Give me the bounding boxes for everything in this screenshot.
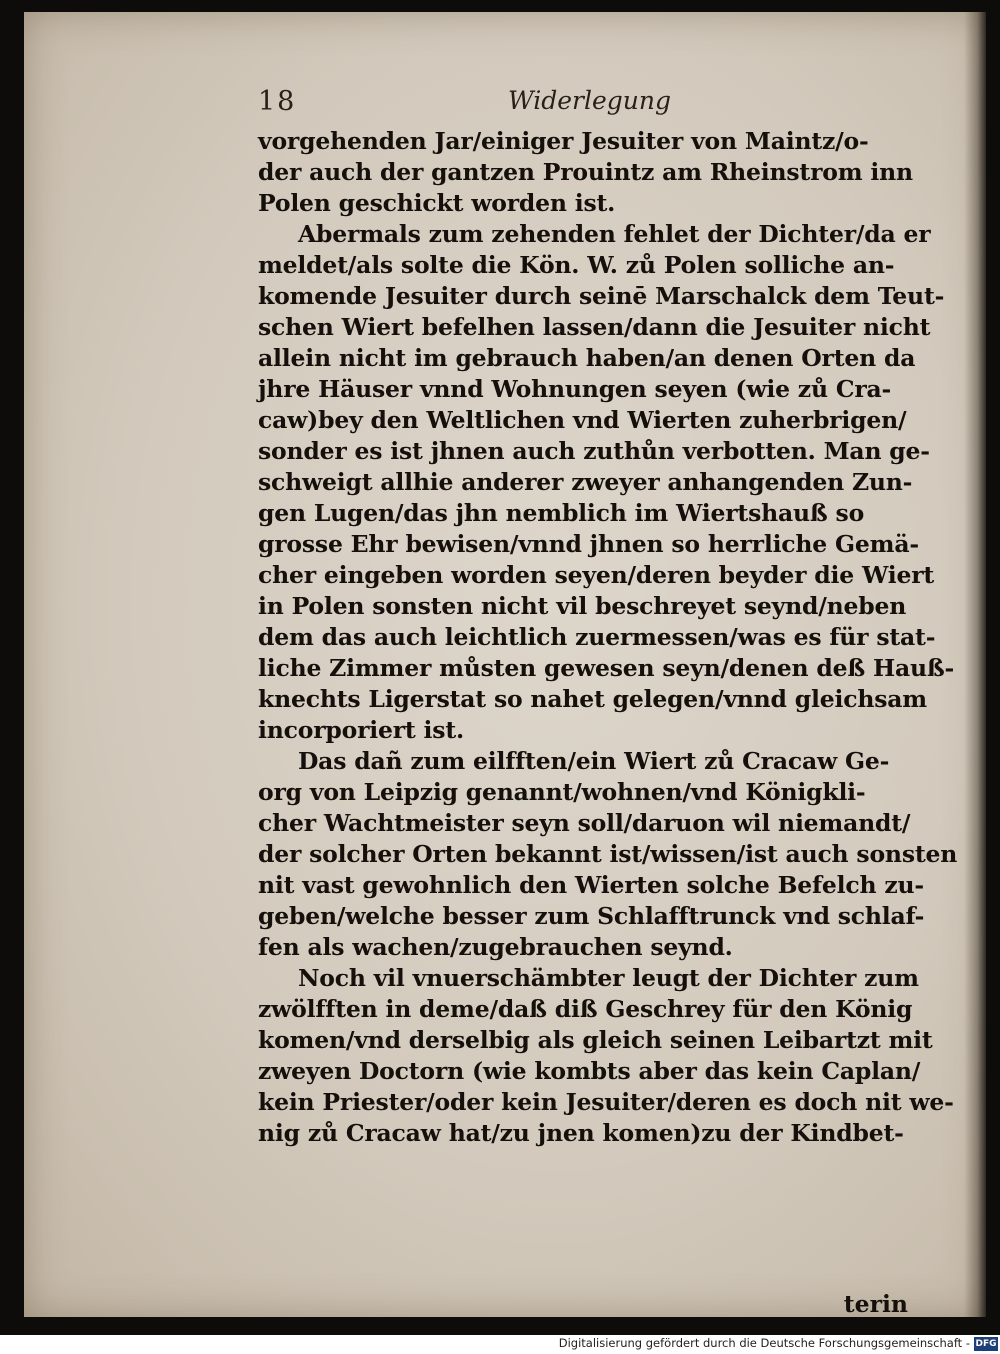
text-line: nig zů Cracaw hat/zu jnen komen)zu der Kindbet- <box>258 1119 904 1147</box>
funding-credit: Digitalisierung gefördert durch die Deutsche Forschungsgemeinschaft - <box>558 1336 970 1350</box>
text-line: cher eingeben worden seyen/deren beyder die Wiert <box>258 561 935 589</box>
text-line: der solcher Orten bekannt ist/wissen/ist auch sonsten <box>258 840 958 868</box>
body-text <box>258 126 958 1318</box>
text-line: schen Wiert befelhen lassen/dann die Jesuiter nicht <box>258 313 931 341</box>
text-line: caw)bey den Weltlichen vnd Wierten zuherbrigen/ <box>258 406 907 434</box>
running-head <box>258 86 672 126</box>
text-line: kein Priester/oder kein Jesuiter/deren es doch nit we- <box>258 1088 954 1116</box>
text-line: allein nicht im gebrauch haben/an denen Orten da <box>258 344 916 372</box>
text-line: knechts Ligerstat so nahet gelegen/vnnd gleichsam <box>258 685 927 713</box>
running-title: Widerlegung <box>508 86 672 115</box>
text-line: grosse Ehr bewisen/vnnd jhnen so herrliche Gemä- <box>258 530 919 558</box>
text-line: dem das auch leichtlich zuermessen/was es für stat- <box>258 623 936 651</box>
text-line: vorgehenden Jar/einiger Jesuiter von Maintz/o- <box>258 127 869 155</box>
text-line: geben/welche besser zum Schlafftrunck vnd schlaf- <box>258 902 925 930</box>
text-line: der auch der gantzen Prouintz am Rheinstrom inn <box>258 158 913 186</box>
text-line: fen als wachen/zugebrauchen seynd. <box>258 933 733 961</box>
text-line: zweyen Doctorn (wie kombts aber das kein Caplan/ <box>258 1057 921 1085</box>
text-line: gen Lugen/das jhn nemblich im Wiertshauß so <box>258 499 865 527</box>
text-line: org von Leipzig genannt/wohnen/vnd Königkli- <box>258 778 866 806</box>
catchword: terin <box>843 1290 908 1318</box>
text-line: jhre Häuser vnnd Wohnungen seyen (wie zů Cra- <box>258 375 892 403</box>
text-line: incorporiert ist. <box>258 716 464 744</box>
text-line: schweigt allhie anderer zweyer anhangenden Zun- <box>258 468 913 496</box>
page-gutter-shadow <box>964 12 986 1317</box>
dfg-logo: DFG <box>975 1339 997 1349</box>
text-line: Das dañ zum eilfften/ein Wiert zů Cracaw Ge- <box>298 747 890 775</box>
text-line: komende Jesuiter durch seinē Marschalck dem Teut- <box>258 282 945 310</box>
text-line: Abermals zum zehenden fehlet der Dichter/da er <box>298 220 931 248</box>
digitization-footer <box>0 1335 1000 1354</box>
text-line: cher Wachtmeister seyn soll/daruon wil niemandt/ <box>258 809 911 837</box>
text-line: komen/vnd derselbig als gleich seinen Leibartzt mit <box>258 1026 933 1054</box>
text-line: meldet/als solte die Kön. W. zů Polen solliche an- <box>258 251 895 279</box>
text-line: zwölfften in deme/daß diß Geschrey für den König <box>258 995 913 1023</box>
text-line: liche Zimmer můsten gewesen seyn/denen deß Hauß- <box>258 654 955 682</box>
text-line: sonder es ist jhnen auch zuthůn verbotten. Man ge- <box>258 437 930 465</box>
text-line: in Polen sonsten nicht vil beschreyet seynd/neben <box>258 592 907 620</box>
text-line: Noch vil vnuerschämbter leugt der Dichter zum <box>298 964 919 992</box>
text-line: nit vast gewohnlich den Wierten solche Befelch zu- <box>258 871 924 899</box>
page-number: 18 <box>258 86 297 117</box>
text-line: Polen geschickt worden ist. <box>258 189 616 217</box>
